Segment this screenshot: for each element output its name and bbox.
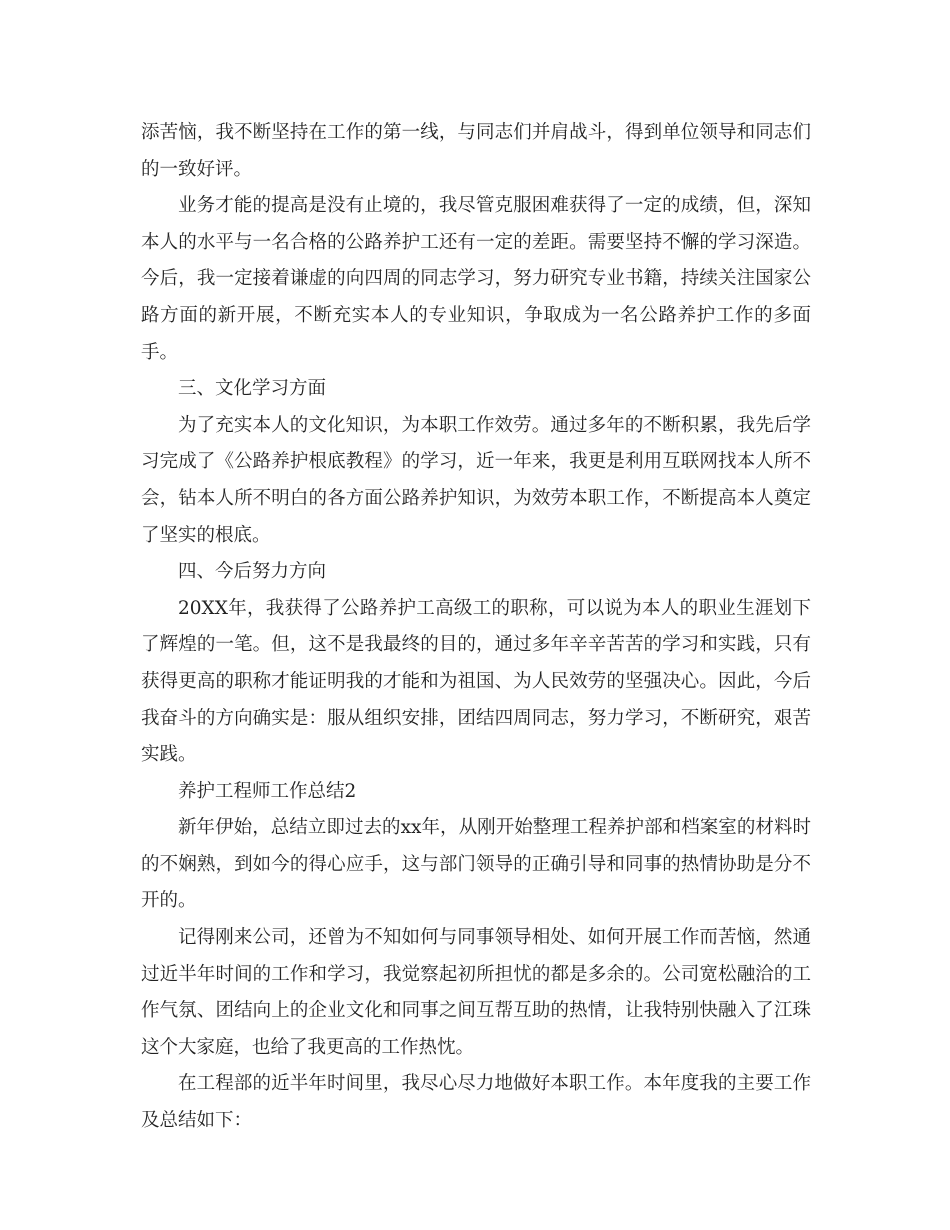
section-heading: 三、文化学习方面 (178, 378, 327, 400)
paragraph: 新年伊始，总结立即过去的xx年，从刚开始整理工程养护部和档案室的材料时的不娴熟，到如今的得心应手，这与部门领导的正确引导和同事的热情协助是分不开的。 (141, 817, 811, 912)
section-heading: 四、今后努力方向 (178, 561, 327, 583)
paragraph: 业务才能的提高是没有止境的，我尽管克服困难获得了一定的成绩，但，深知本人的水平与一名合格的公路养护工还有一定的差距。需要坚持不懈的学习深造。今后，我一定接着谦虚的向四周的同志学习，努力研究专业书籍，持续关注国家公路方面的新开展，不断充实本人的专业知识，争取成为一名公路养护工作的多面手。 (141, 195, 811, 363)
document-body (141, 115, 811, 1140)
paragraph: 添苦恼，我不断坚持在工作的第一线，与同志们并肩战斗，得到单位领导和同志们的一致好评。 (141, 122, 811, 180)
paragraph: 在工程部的近半年时间里，我尽心尽力地做好本职工作。本年度我的主要工作及总结如下： (141, 1073, 811, 1132)
paragraph: 20XX年，我获得了公路养护工高级工的职称，可以说为本人的职业生涯划下了辉煌的一笔。但，这不是我最终的目的，通过多年辛辛苦苦的学习和实践，只有获得更高的职称才能证明我的才能和为祖国、为人民效劳的坚强决心。因此，今后我奋斗的方向确实是：服从组织安排，团结四周同志，努力学习，不断研究，艰苦实践。 (141, 597, 811, 766)
section-heading: 养护工程师工作总结2 (178, 780, 357, 802)
paragraph: 为了充实本人的文化知识，为本职工作效劳。通过多年的不断积累，我先后学习完成了《公路养护根底教程》的学习，近一年来，我更是利用互联网找本人所不会，钻本人所不明白的各方面公路养护知识，为效劳本职工作，不断提高本人奠定了坚实的根底。 (141, 414, 811, 546)
paragraph: 记得刚来公司，还曾为不知如何与同事领导相处、如何开展工作而苦恼，然通过近半年时间的工作和学习，我觉察起初所担忧的都是多余的。公司宽松融洽的工作气氛、团结向上的企业文化和同事之间互帮互助的热情，让我特别快融入了江珠这个大家庭，也给了我更高的工作热忱。 (141, 927, 811, 1058)
